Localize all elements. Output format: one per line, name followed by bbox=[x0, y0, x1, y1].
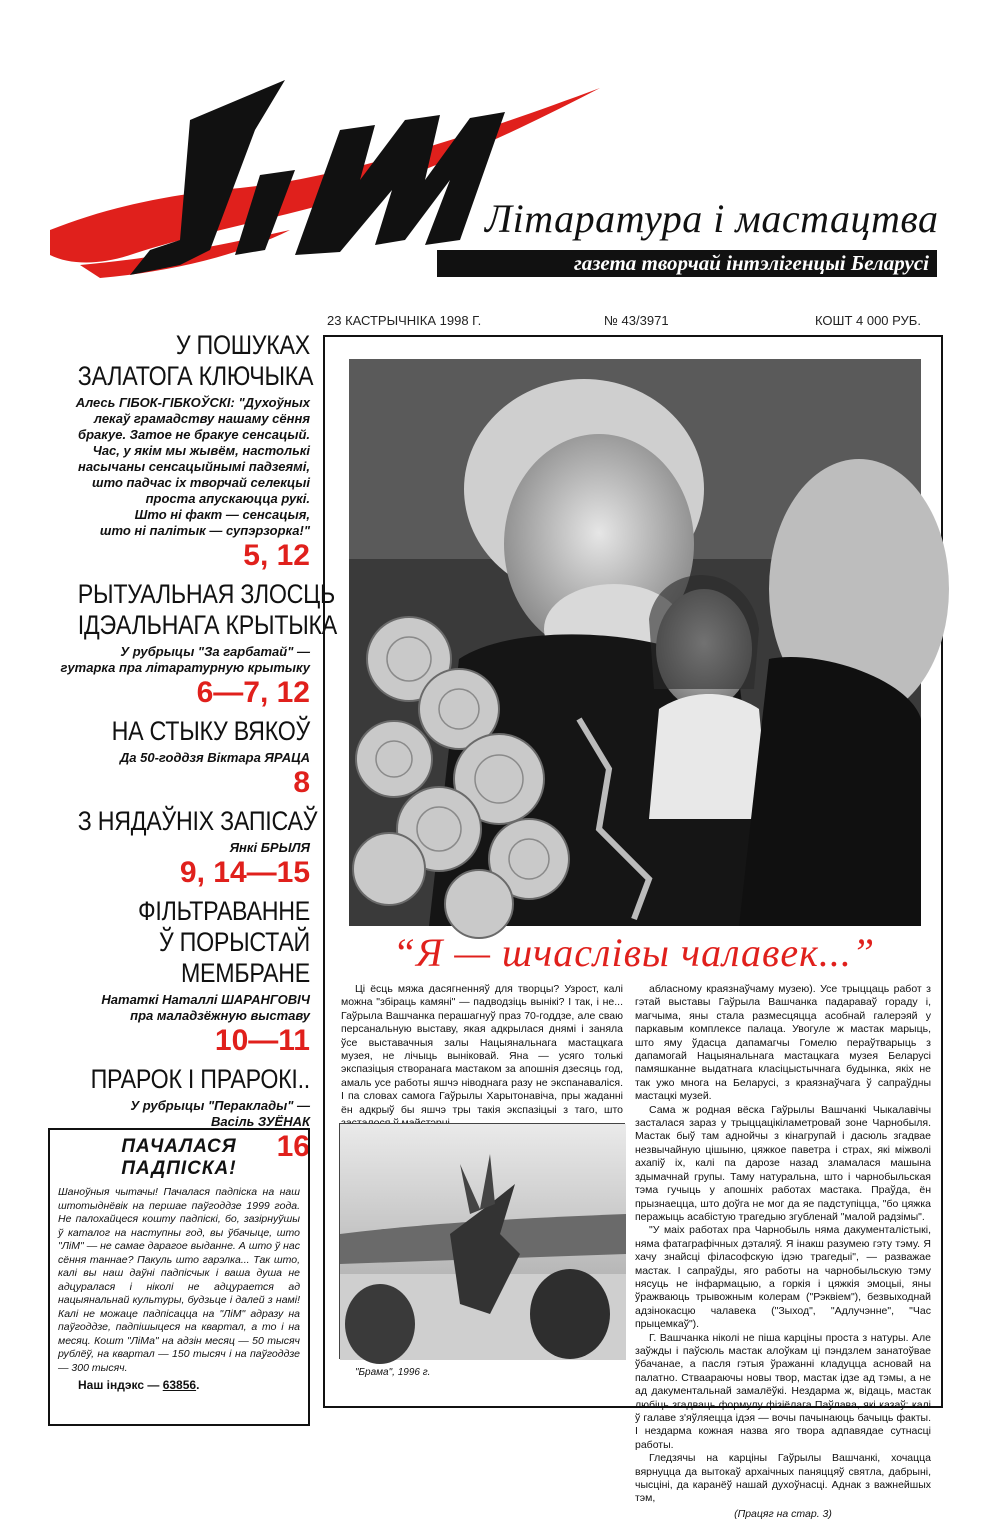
teaser-title: У ПОШУКАХ bbox=[175, 330, 310, 360]
teaser-title: Ў ПОРЫСТАЙ bbox=[158, 927, 310, 957]
teaser-block[interactable] bbox=[40, 806, 318, 890]
teaser-subtitle-line: што ні палітык — супэрзорка!" bbox=[99, 523, 310, 538]
teaser-subtitle bbox=[40, 1098, 310, 1130]
article-column-2 bbox=[635, 983, 931, 1521]
teaser-subtitle-line: У рубрыцы "Пераклады" — bbox=[130, 1098, 310, 1113]
article-paragraph: Сама ж родная вёска Гаўрылы Вашчанкі Чыкалавічы засталася зараз у трыццацікіламетровай зоне Чарнобыля. Мастак быў там аднойчы з кінагрупай і дасюль згадвае незвычайную цішыню, цяжкое паветра і страх, які міжволі ахапіў іх, калі па дарозе назад зламалася машына здымачнай групы. Таму натуральна, што і чарнобыльская тэма гучыць у апошніх работах мастака. Праўда, ён прызнаецца, што доўга не мог да яе падступіцца, "бо цяжка перажыць асабістую трагедыю згубленай "малой радзімы". bbox=[635, 1103, 931, 1223]
lead-photo bbox=[349, 359, 921, 926]
teaser-subtitle-line: Нататкі Наталлі ШАРАНГОВІЧ bbox=[101, 992, 310, 1007]
logo-letter-m bbox=[295, 112, 505, 255]
issue-price: КОШТ 4 000 РУБ. bbox=[815, 313, 921, 328]
teaser-title: ЗАЛАТОГА КЛЮЧЫКА bbox=[77, 361, 314, 391]
teaser-subtitle-line: што падчас іх творчай селекцыі bbox=[92, 475, 310, 490]
article-paragraph: Г. Вашчанка ніколі не піша карціны проста з натуры. Але заўжды і паўсюль мастак алоўкам ці пэндзлем занатоўвае ўбачанае, а пасля гэтыя ўражанні кладуцца асновай на палатно. Стваараючы новы твор, мастак ідзе ад тэмы, а не ад дакументальнай замалёўкі. Нездарма ж, відаць, мастак любіць згадваць формулу фізіёлага Паўлава, які казаў: калі ў галаве з'яўляецца ідэя — вочы пачынаюць бачыць факты. І нездарма кожная назва яго твора адпавядае сутнасці работы. bbox=[635, 1331, 931, 1451]
teaser-subtitle bbox=[40, 750, 310, 766]
teaser-title: РЫТУАЛЬНАЯ ЗЛОСЦЬ bbox=[77, 579, 336, 609]
teaser-subtitle-line: Васіль ЗУЁНАК bbox=[211, 1114, 310, 1129]
teaser-subtitle-line: Да 50-годдзя Віктара ЯРАЦА bbox=[119, 750, 310, 765]
teasers-column bbox=[40, 330, 338, 1170]
teaser-page-numbers[interactable]: 6—7, 12 bbox=[196, 676, 310, 709]
teaser-subtitle-line: Час, у якім мы жывём, настолькі bbox=[92, 443, 310, 458]
brama-caption: "Брама", 1996 г. bbox=[355, 1367, 431, 1378]
teaser-page-numbers[interactable]: 16 bbox=[276, 1130, 310, 1163]
teaser-subtitle-line: У рубрыцы "За гарбатай" — bbox=[120, 644, 310, 659]
subscription-text: Шаноўныя чытачы! Пачалася падпіска на наш штотыднёвік на першае паўгоддзе 1999 года. Не палохайцеся кошту падпіскі, бо, зазірнуўшы ў каталог на наступны год, вы ўбачыце, што "ЛіМ" — не самае дарагое выданне. А што ў нас сёння таннае? Пакуль што гарэлка... Так што, калі вы наш даўні падпісчык і ваша душа не адцуралася і ніколі не адцурается ад нацыянальнай культуры, будзьце і далей з намі! Калі не можаце падпісацца на "ЛіМ" адразу на паўгоддзе, падпішыцеся на квартал, а то і на месяц. Кошт "ЛіМа" на адзін месяц — 50 тысяч рублёў, на квартал — 150 тысяч і на паўгоддзе — 300 тысяч. bbox=[58, 1186, 300, 1374]
continued-link[interactable]: (Працяг на стар. 3) bbox=[734, 1507, 832, 1520]
issue-date: 23 КАСТРЫЧНІКА 1998 Г. bbox=[327, 313, 482, 328]
teaser-block[interactable] bbox=[40, 330, 314, 573]
article-paragraph: абласному краязнаўчаму музею). Усе трыццаць работ з гэтай выставы Гаўрыла Вашчанка падараваў гораду і, магчыма, яны стала размесцяцца асобнай галерэяй у паркавым комплексе палаца. Увогуле ж мастак марыць, што яму ўдасца дапамагчы Гомелю пераўтварыць з дапамогай Нацыянальнага мастацкага музея Беларусі памяшканне выдатнага класіцыстычнага будынка, якіх не так ужо многа на Беларусі, з краязнаўчага ў сапраўдны мастацкі музей. bbox=[635, 983, 931, 1103]
teaser-page-numbers[interactable]: 9, 14—15 bbox=[179, 856, 310, 889]
teaser-title: МЕМБРАНЕ bbox=[180, 958, 310, 988]
teaser-page-numbers[interactable]: 8 bbox=[293, 766, 310, 799]
teaser-title: ФІЛЬТРАВАННЕ bbox=[138, 896, 310, 926]
article-headline: “Я — шчаслівы чалавек...” bbox=[392, 930, 876, 975]
teaser-subtitle-line: гутарка пра літаратурную крытыку bbox=[60, 660, 310, 675]
teaser-block[interactable] bbox=[40, 579, 338, 710]
teaser-subtitle-line: бракуе. Затое не бракуе сенсацый. bbox=[78, 427, 310, 442]
article-paragraph: "У маіх работах пра Чарнобыль няма дакументалістыкі, няма фатаграфічных дэталяў. Я інакш разумею гэту тэму. Я хачу знайсці філасофскую ідэю трагедыі", — разважае мастак. І сапраўды, яго работы на чарнобыльскую тэму нясуць не інфармацыю, а горкія і цяжкія эмоцыі, яны ўражваюць трывожным колерам ("Рэквіем"), безвыходнай адзінокасцю чалавека ("Зыход", "Адлучэнне", "Час прыцемкаў"). bbox=[635, 1224, 931, 1331]
newspaper-subtitle: Літаратура і мастацтва bbox=[485, 196, 939, 241]
issue-number: № 43/3971 bbox=[604, 313, 669, 328]
article-paragraph: Ці ёсць мяжа дасягненняў для творцы? Узрост, калі можна "збіраць камяні" — падводзіць вынікі? І так, і не... Гаўрыла Вашчанка перашагнуў праз 70-годдзе, але сваю персанальную выставу, якая адкрылася днямі і заняла ўсе выставачныя залы Нацыянальнага мастацкага музея, не лічыць вынiковай. Яна — усяго толькі экспазіцыя створанага мастаком за апошнія дзесяць год, амаль усе работы яшчэ ніводнага разу не экспанаваліся. І па словах самога Гаўрылы Харытонавіча, пры жаданні ён адкрыў бы яшчэ тры такія экспазіцыі з таго, што bbox=[341, 983, 623, 1116]
teaser-title: НА СТЫКУ ВЯКОЎ bbox=[111, 716, 310, 746]
teaser-subtitle-line: лекаў грамадству нашаму сёння bbox=[93, 411, 310, 426]
subscription-box bbox=[48, 1128, 310, 1426]
teaser-title: ІДЭАЛЬНАГА КРЫТЫКА bbox=[77, 610, 338, 640]
teaser-block[interactable] bbox=[40, 716, 310, 800]
teaser-title: ПРАРОК І ПРАРОКІ.. bbox=[90, 1064, 310, 1094]
subscription-index-value: 63856 bbox=[162, 1378, 197, 1392]
lead-article bbox=[323, 335, 943, 1520]
teaser-subtitle-line: Алесь ГІБОК-ГІБКОЎСКІ: "Духоўных bbox=[75, 395, 310, 410]
teaser-subtitle-line: насычаны сенсацыйнымі падзеямі, bbox=[77, 459, 310, 474]
teaser-page-numbers[interactable]: 5, 12 bbox=[243, 539, 310, 572]
lead-photo-image bbox=[349, 359, 921, 926]
subscription-index: Наш індэкс — 63856. bbox=[78, 1378, 200, 1392]
teaser-subtitle bbox=[40, 395, 310, 539]
teaser-subtitle bbox=[40, 644, 310, 676]
masthead bbox=[0, 0, 1000, 300]
teaser-subtitle bbox=[40, 992, 310, 1024]
teaser-block[interactable] bbox=[40, 896, 310, 1058]
brama-painting-image bbox=[340, 1124, 626, 1360]
brama-photo bbox=[339, 1123, 625, 1359]
teaser-subtitle bbox=[40, 840, 310, 856]
teaser-subtitle-line: Янкі БРЫЛЯ bbox=[229, 840, 310, 855]
teaser-subtitle-line: проста апускаюцца рукі. bbox=[145, 491, 310, 506]
subscription-title: ПАЧАЛАСЯ ПАДПІСКА! bbox=[121, 1136, 237, 1179]
newspaper-tagline: газета творчай інтэлігенцыі Беларусі bbox=[437, 250, 937, 277]
teaser-page-numbers[interactable]: 10—11 bbox=[214, 1024, 310, 1057]
teaser-title: З НЯДАЎНІХ ЗАПІСАЎ bbox=[77, 806, 318, 836]
teaser-subtitle-line: пра маладзёжную выставу bbox=[130, 1008, 310, 1023]
teaser-subtitle-line: Што ні факт — сенсацыя, bbox=[134, 507, 310, 522]
article-paragraph: Гледзячы на карціны Гаўрылы Вашчанкі, хочацца вярнуцца да вытокаў архаічных паняццяў святла, дабрыні, чысціні, да каранёў нашай духоўнасці. Аднак з важнейшых тэм, bbox=[635, 1452, 931, 1505]
